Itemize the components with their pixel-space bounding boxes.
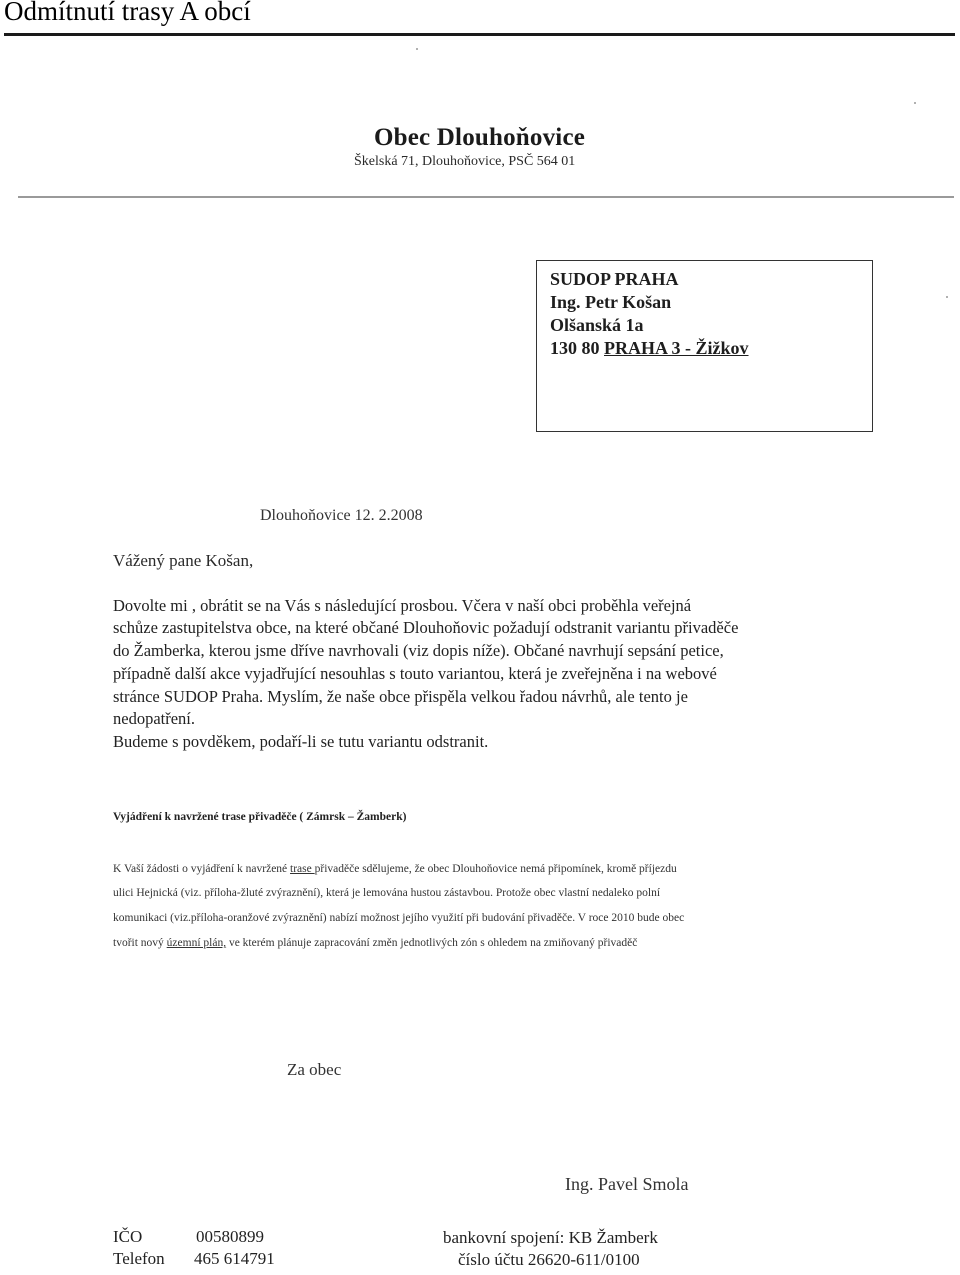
body-line: do Žamberka, kterou jsme dříve navrhovali (viz dopis níže). Občané navrhují sepsání petice,	[113, 641, 724, 660]
section-line-text: komunikaci (viz.příloha-oranžové zvýraznění) nabízí možnost jejího využití při budování přivaděče. V roce 2010 bude obec	[113, 912, 685, 924]
body-line: stránce SUDOP Praha. Myslím, že naše obce přispěla velkou řadou návrhů, ale tento je	[113, 687, 688, 706]
recipient-city-line	[550, 338, 749, 359]
body-line: Dovolte mi , obrátit se na Vás s následující prosbou. Včera v naší obci proběhla veřejná	[113, 596, 692, 615]
body-line: schůze zastupitelstva obce, na které občané Dlouhoňovic požadují odstranit variantu přivaděče	[113, 618, 739, 637]
section-line	[113, 937, 637, 949]
body-line: Budeme s povděkem, podaří-li se tutu variantu odstranit.	[113, 732, 489, 751]
section-line-text: tvořit nový	[113, 937, 167, 949]
recipient-postcode: 130 80	[550, 338, 600, 358]
section-line-text: přivaděče sdělujeme, že obec Dlouhoňovice nemá připomínek, kromě příjezdu	[314, 863, 677, 875]
sign-off: Za obec	[287, 1060, 342, 1079]
section-line	[113, 912, 684, 924]
recipient-person: Ing. Petr Košan	[550, 292, 672, 312]
footer-bank: bankovní spojení: KB Žamberk	[443, 1228, 658, 1247]
letter-date: Dlouhoňovice 12. 2.2008	[260, 507, 423, 524]
scan-speck	[946, 296, 948, 298]
footer-phone-label: Telefon	[113, 1249, 165, 1268]
section-title: Vyjádření k navržené trase přivaděče ( Zámrsk – Žamberk)	[113, 811, 407, 823]
section-line-underlined: trase	[290, 863, 315, 875]
recipient-street: Olšanská 1a	[550, 315, 644, 335]
letterhead-address: Škelská 71, Dlouhoňovice, PSČ 564 01	[354, 154, 576, 169]
scan-speck	[416, 48, 418, 50]
section-line-text: K Vaší žádosti o vyjádření k navržené	[113, 863, 291, 875]
title-divider	[4, 33, 955, 36]
scan-speck	[914, 102, 916, 104]
section-line	[113, 863, 677, 875]
page-title: Odmítnutí trasy A obcí	[4, 0, 251, 26]
footer-ico-value: 00580899	[196, 1227, 264, 1246]
footer-ico-label: IČO	[113, 1227, 143, 1246]
letterhead-name: Obec Dlouhoňovice	[374, 124, 586, 151]
section-line-text: ulici Hejnická (viz. příloha-žluté zvýraznění), která je lemována hustou zástavbou. Protože obec vlastní nedaleko polní	[113, 887, 661, 899]
section-line-text: ve kterém plánuje zapracování změn jednotlivých zón s ohledem na zmiňovaný přivaděč	[226, 937, 638, 949]
footer-phone-value: 465 614791	[194, 1249, 275, 1268]
recipient-city: PRAHA 3 - Žižkov	[604, 338, 749, 358]
salutation: Vážený pane Košan,	[113, 551, 254, 570]
letterhead-divider	[18, 196, 954, 198]
recipient-company: SUDOP PRAHA	[550, 269, 679, 289]
footer-account: číslo účtu 26620-611/0100	[458, 1250, 640, 1269]
recipient-address-box	[536, 260, 873, 432]
body-line: nedopatření.	[113, 709, 196, 728]
section-line	[113, 887, 660, 899]
signatory-name: Ing. Pavel Smola	[565, 1174, 689, 1194]
body-line: případně další akce vyjadřující nesouhlas s touto variantou, která je zveřejněna i na webové	[113, 664, 717, 683]
section-line-underlined: územní plán,	[166, 937, 227, 949]
